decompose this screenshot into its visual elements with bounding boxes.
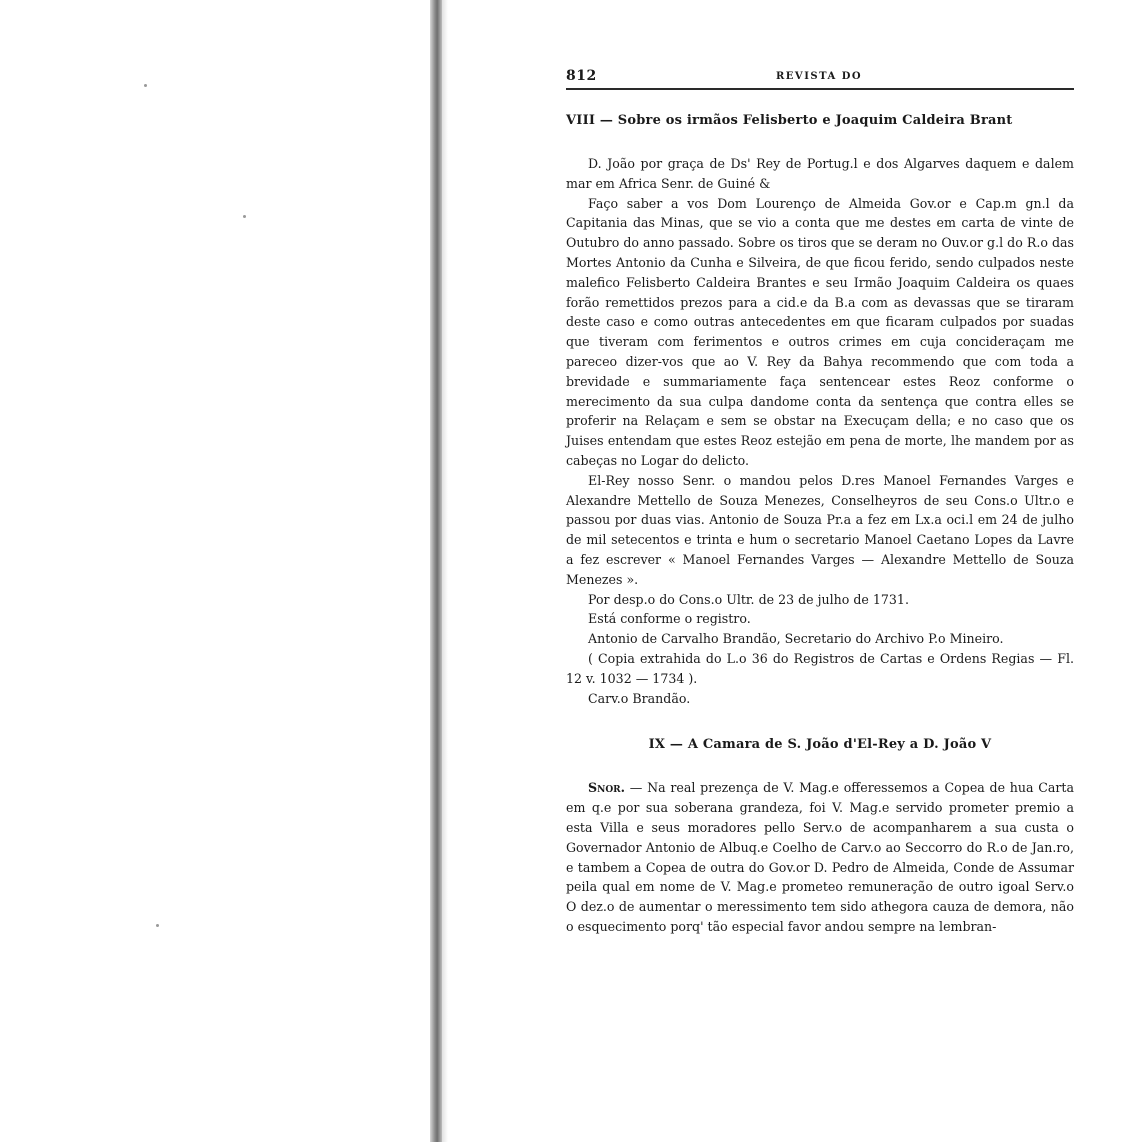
right-page [566,62,1074,937]
paragraph [566,778,1074,936]
section-heading-viii: VIII — Sobre os irmãos Felisberto e Joaquim Caldeira Brant [566,113,1013,128]
paragraph: D. João por graça de Ds' Rey de Portug.l e dos Algarves daquem e dalem mar em Africa Senr. de Guiné & [566,156,1074,191]
page-speck [243,215,246,218]
book-spine-shadow [430,0,442,1142]
salutation: Snor. [588,780,626,796]
paragraph: Faço saber a vos Dom Lourenço de Almeida Gov.or e Cap.m gn.l da Capitania das Minas, que se vio a conta que me destes em carta de vinte de Outubro do anno passado. Sobre os tiros que se deram no Ouv.or g.l do R.o das Mortes Antonio da Cunha e Silveira, de que ficou ferido, sendo culpados neste malefico Felisberto Caldeira Brantes e seu Irmão Joaquim Caldeira os quaes forão remettidos prezos para a cid.e da B.a com as devassas que se tiraram deste caso e como outras antecedentes em que ficaram culpados por suadas que tiveram com ferimentos e outros crimes em cuja concideraçam me pareceo dizer-vos que ao V. Rey da Bahya recommendo que com toda a brevidade e summariamente faça sentencear estes Reoz conforme o merecimento da sua culpa dandome conta da sentença que contra elles se proferir na Relaçam e sem se obstar na Execuçam della; e no caso que os Juises entendam que estes Reoz estejão em pena de morte, lhe mandem por as cabeças no Logar do delicto. [566,195,1074,468]
page-speck [156,924,159,927]
paragraph: Antonio de Carvalho Brandão, Secretario do Archivo P.o Mineiro. [588,631,1004,647]
book-spine-edge [442,0,448,1142]
section-heading-ix: IX — A Camara de S. João d'El-Rey a D. João V [648,737,992,753]
running-head: REVISTA DO [776,71,863,82]
paragraph: El-Rey nosso Senr. o mandou pelos D.res Manoel Fernandes Varges e Alexandre Mettello de Souza Menezes, Conselheyros de seu Cons.o Ultr.o e passou por duas vias. Antonio de Souza Pr.a a fez em Lx.a oci.l em 24 de julho de mil setecentos e trinta e hum o secretario Manoel Caetano Lopes da Lavre a fez escrever « Manoel Fernandes Varges — Alexandre Mettello de Souza Menezes ». [566,472,1074,587]
page-number: 812 [566,68,597,84]
paragraph: Por desp.o do Cons.o Ultr. de 23 de julho de 1731. [588,591,909,607]
paragraph-text: — Na real prezença de V. Mag.e offeressemos a Copea de hua Carta em q.e por sua soberana grandeza, foi V. Mag.e servido prometer premio a esta Villa e seus moradores pello Serv.o de acompanharem a sua custa o Governador Antonio de Albuq.e Coelho de Carv.o ao Seccorro do R.o de Jan.ro, e tambem a Copea de outra do Gov.or D. Pedro de Almeida, Conde de Assumar peila qual em nome de V. Mag.e prometeo remuneração de outro igoal Serv.o O dez.o de aumentar o meressimento tem sido athegora cauza de demora, não o esquecimento porq' tão especial favor andou sempre na lembran- [566,780,1074,934]
page-header [566,62,1074,90]
paragraph: Carv.o Brandão. [588,690,691,706]
paragraph: ( Copia extrahida do L.o 36 do Registros de Cartas e Ordens Regias — Fl. 12 v. 1032 — 1734 ). [566,650,1074,686]
left-blank-page [0,0,430,1142]
page-speck [144,84,147,87]
paragraph: Está conforme o registro. [588,611,751,627]
